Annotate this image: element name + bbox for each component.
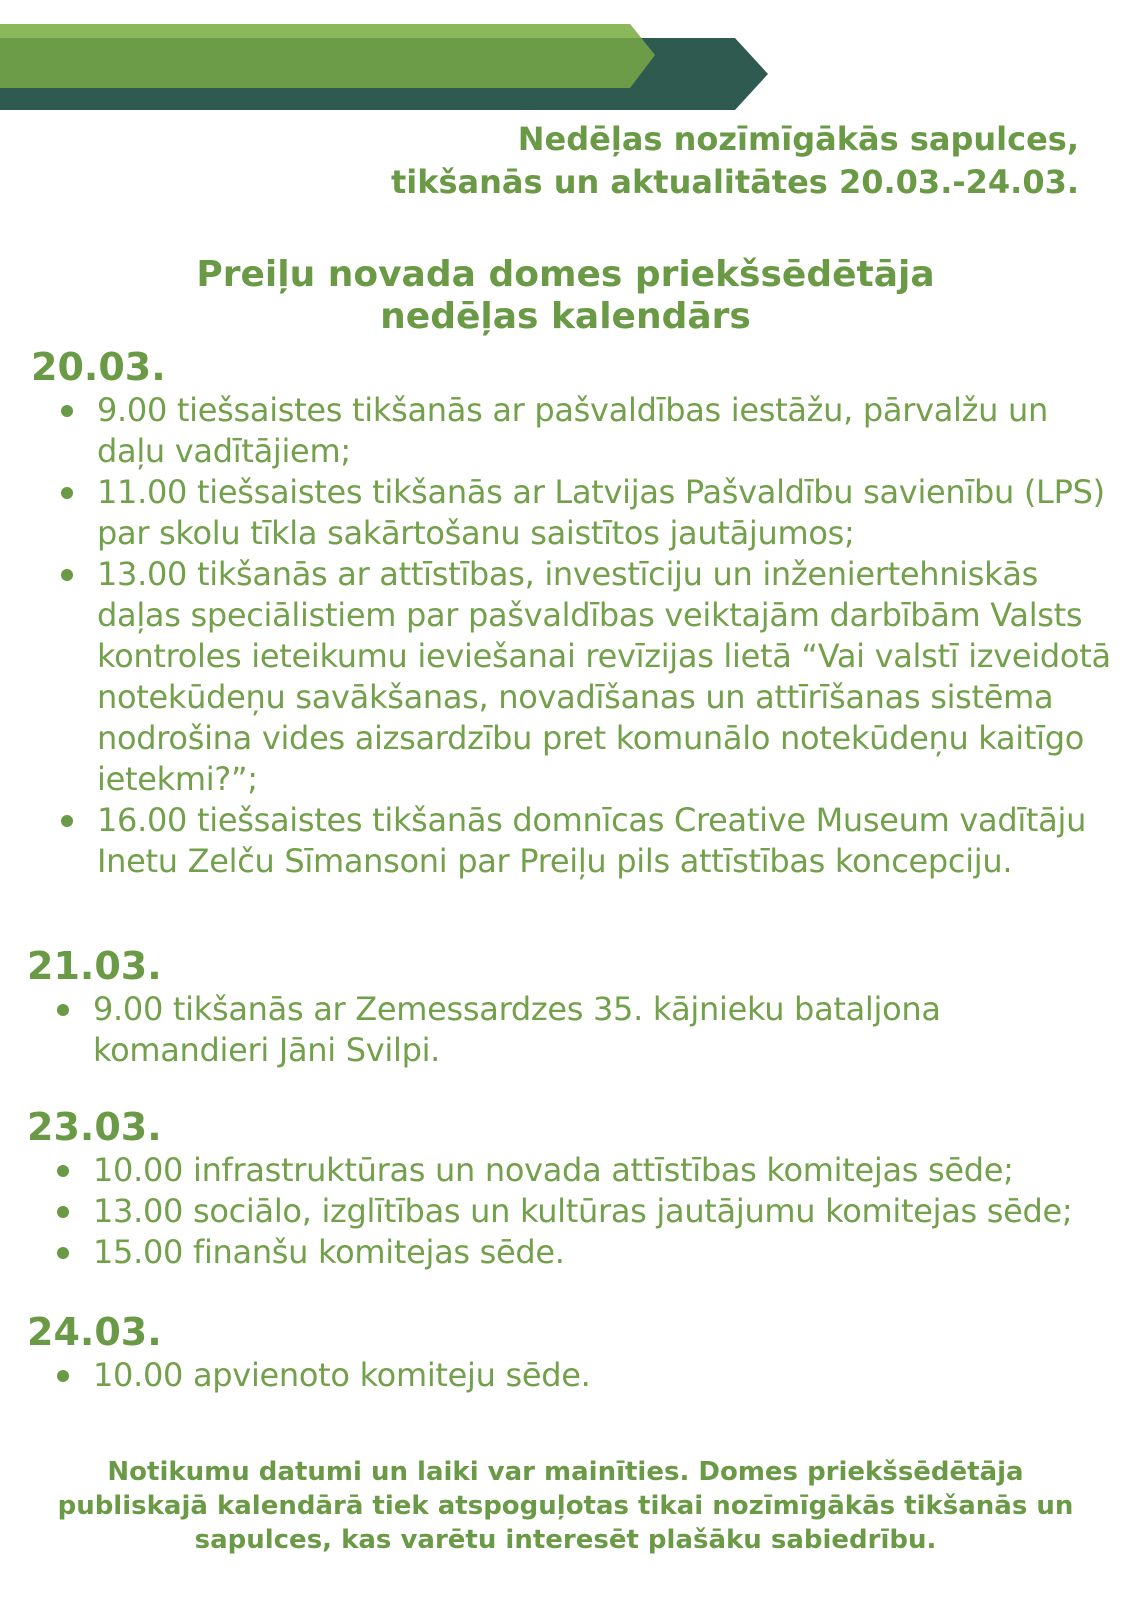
bullet-icon: [57, 1247, 69, 1259]
footer-note: Notikumu datumi un laiki var mainīties. Domes priekšsēdētāja publiskajā kalendārā tiek atspoguļotas tikai nozīmīgākās tikšanās un sapulces, kas varētu interesēt plašāku sabiedrību.: [57, 1457, 1074, 1555]
day-heading: 20.03.: [31, 345, 166, 389]
event-list: [27, 1355, 1107, 1396]
day-section-20-03: [31, 346, 1111, 882]
event-text: 13.00 tikšanās ar attīstības, investīciju un inženiertehniskās daļas speciālistiem par pašvaldības veiktajām darbībām Valsts kontroles ieteikumu ieviešanai revīzijas lietā “Vai valstī izveidotā notekūdeņu savākšanas, novadīšanas un attīrīšanas sistēma nodrošina vides aizsardzību pret komunālo notekūdeņu kaitīgo ietekmi?”;: [97, 555, 1111, 798]
list-item: [31, 472, 1111, 554]
day-heading: 24.03.: [27, 1310, 162, 1354]
day-heading: 23.03.: [27, 1105, 162, 1149]
page-title: [391, 118, 1079, 204]
event-text: 10.00 apvienoto komiteju sēde.: [93, 1356, 591, 1394]
calendar-title-line2: nedēļas kalendārs: [380, 296, 751, 337]
list-item: [31, 554, 1111, 800]
bullet-icon: [61, 405, 73, 417]
day-section-23-03: [27, 1106, 1107, 1273]
event-list: [31, 390, 1111, 882]
event-text: 10.00 infrastruktūras un novada attīstības komitejas sēde;: [93, 1151, 1014, 1189]
list-item: [27, 989, 1107, 1071]
calendar-title-line1: Preiļu novada domes priekšsēdētāja: [196, 254, 935, 295]
event-text: 15.00 finanšu komitejas sēde.: [93, 1233, 565, 1271]
bullet-icon: [57, 1165, 69, 1177]
page-title-line1: Nedēļas nozīmīgākās sapulces,: [517, 120, 1079, 158]
day-section-24-03: [27, 1311, 1107, 1396]
day-section-21-03: [27, 945, 1107, 1071]
banner-highlight-stripe: [0, 24, 641, 38]
calendar-title: [0, 254, 1131, 338]
event-text: 9.00 tikšanās ar Zemessardzes 35. kājnieku bataljona komandieri Jāni Svilpi.: [93, 990, 941, 1069]
list-item: [27, 1355, 1107, 1396]
event-text: 9.00 tiešsaistes tikšanās ar pašvaldības iestāžu, pārvalžu un daļu vadītājiem;: [97, 391, 1048, 470]
event-text: 16.00 tiešsaistes tikšanās domnīcas Creative Museum vadītāju Inetu Zelču Sīmansoni par Preiļu pils attīstības koncepciju.: [97, 801, 1087, 880]
bullet-icon: [57, 1370, 69, 1382]
list-item: [27, 1191, 1107, 1232]
event-list: [27, 989, 1107, 1071]
page-title-line2: tikšanās un aktualitātes 20.03.-24.03.: [390, 163, 1079, 201]
bullet-icon: [61, 487, 73, 499]
bullet-icon: [57, 1206, 69, 1218]
event-text: 11.00 tiešsaistes tikšanās ar Latvijas Pašvaldību savienību (LPS) par skolu tīkla sakārtošanu saistītos jautājumos;: [97, 473, 1105, 552]
list-item: [31, 800, 1111, 882]
event-text: 13.00 sociālo, izglītības un kultūras jautājumu komitejas sēde;: [93, 1192, 1073, 1230]
event-list: [27, 1150, 1107, 1273]
bullet-icon: [57, 1004, 69, 1016]
bullet-icon: [61, 569, 73, 581]
list-item: [27, 1150, 1107, 1191]
day-heading: 21.03.: [27, 944, 162, 988]
bullet-icon: [61, 815, 73, 827]
list-item: [27, 1232, 1107, 1273]
header-banner: [0, 0, 800, 120]
list-item: [31, 390, 1111, 472]
